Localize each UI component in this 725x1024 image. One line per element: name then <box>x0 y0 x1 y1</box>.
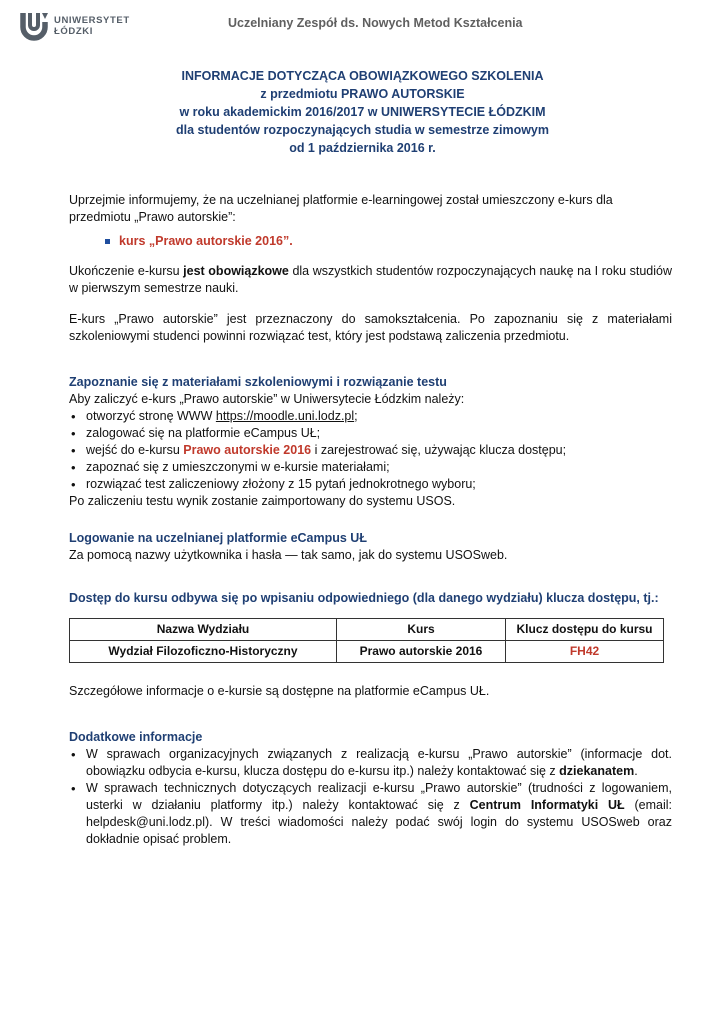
title-line: INFORMACJE DOTYCZĄCA OBOWIĄZKOWEGO SZKOLENIA <box>181 69 544 83</box>
list-item <box>69 746 672 780</box>
title-line: dla studentów rozpoczynających studia w semestrze zimowym <box>175 123 550 137</box>
list-item <box>69 442 672 459</box>
course-list <box>69 233 672 250</box>
access-heading-text: Dostęp do kursu odbywa się po wpisaniu odpowiedniego (dla danego wydziału) klucza dostępu, tj.: <box>69 591 659 605</box>
section-text: Za pomocą nazwy użytkownika i hasła — tak samo, jak do systemu USOSweb. <box>69 548 508 562</box>
table-header-row <box>70 619 664 641</box>
section-materials <box>69 374 672 510</box>
course-name-inline: Prawo autorskie 2016 <box>183 443 312 457</box>
table-header: Kurs <box>337 619 506 641</box>
section-heading: Dodatkowe informacje <box>69 730 203 744</box>
university-emblem-icon <box>20 10 48 42</box>
section-heading: Logowanie na uczelnianej platformie eCampus UŁ <box>69 531 367 545</box>
course-list-item <box>69 233 672 250</box>
course-name: kurs „Prawo autorskie 2016”. <box>119 234 293 248</box>
list-item: • zapoznać się z umieszczonymi w e-kursie materiałami; <box>69 459 672 476</box>
self-study-text: E-kurs „Prawo autorskie” jest przeznaczony do samokształcenia. Po zapoznaniu się z materiałami szkoleniowymi studenci powinni rozwiązać test, który jest podstawą zaliczenia przedmiotu. <box>69 312 672 343</box>
access-table-wrapper <box>69 618 672 663</box>
table-row <box>70 641 664 663</box>
intro-text: Uprzejmie informujemy, że na uczelnianej platformie e-learningowej został umieszczony e-kurs dla przedmiotu „Prawo autorskie”: <box>69 193 613 224</box>
table-cell-course: Prawo autorskie 2016 <box>337 641 506 663</box>
section-login <box>69 530 672 564</box>
item-text: W sprawach organizacyjnych związanych z realizacją e-kursu „Prawo autorskie” (informacje dot. obowiązku odbycia e-kursu, klucza dostępu do e-kursu itp.) należy kontaktować się z <box>86 747 672 778</box>
list-item: • zalogować się na platformie eCampus UŁ; <box>69 425 672 442</box>
header-unit-name: Uczelniany Zespół ds. Nowych Metod Kształcenia <box>228 16 523 30</box>
title-line: z przedmiotu PRAWO AUTORSKIE <box>260 87 465 101</box>
step-text: ; <box>354 409 358 423</box>
logo-line-2: ŁÓDZKI <box>54 26 93 37</box>
step-text: i zarejestrować się, używając klucza dostępu; <box>311 443 567 457</box>
step-text: otworzyć stronę WWW <box>86 409 216 423</box>
item-text: W sprawach technicznych dotyczących realizacji e-kursu „Prawo autorskie” (trudności z logowaniem, usterki w działaniu platformy itp.) należy kontaktować się z <box>86 781 672 812</box>
intro-paragraph <box>69 192 672 226</box>
section-heading: Zapoznanie się z materiałami szkoleniowymi i rozwiązanie testu <box>69 375 447 389</box>
mandatory-paragraph <box>69 263 672 297</box>
additional-list <box>69 746 672 848</box>
item-text: . <box>634 764 638 778</box>
details-paragraph <box>69 683 672 700</box>
table-header: Nazwa Wydziału <box>70 619 337 641</box>
details-text: Szczegółowe informacje o e-kursie są dostępne na platformie eCampus UŁ. <box>69 684 490 698</box>
university-logo <box>20 10 130 42</box>
table-cell-faculty: Wydział Filozoficzno-Historyczny <box>70 641 337 663</box>
access-table <box>69 618 664 663</box>
section-closing: Po zaliczeniu testu wynik zostanie zaimportowany do systemu USOS. <box>69 494 456 508</box>
self-study-paragraph <box>69 311 672 345</box>
table-cell-access-key: FH42 <box>506 641 664 663</box>
mandatory-post: dla wszystkich studentów rozpoczynających naukę na I roku studiów w pierwszym semestrze nauki. <box>69 264 672 295</box>
moodle-link[interactable]: https://moodle.uni.lodz.pl <box>215 409 355 423</box>
document-title <box>0 67 725 157</box>
table-header: Klucz dostępu do kursu <box>506 619 664 641</box>
list-item <box>69 780 672 848</box>
section-lead: Aby zaliczyć e-kurs „Prawo autorskie” w Uniwersytecie Łódzkim należy: <box>69 392 465 406</box>
item-bold: Centrum Informatyki UŁ <box>469 798 625 812</box>
access-heading <box>69 590 672 607</box>
section-additional <box>69 729 672 848</box>
logo-line-1: UNIWERSYTET <box>54 15 130 26</box>
mandatory-pre: Ukończenie e-kursu <box>69 264 184 278</box>
step-text: wejść do e-kursu <box>86 443 184 457</box>
item-text: (email: helpdesk@uni.lodz.pl). W treści wiadomości należy podać swój login do systemu USOSweb oraz dokładnie opisać problem. <box>86 798 672 846</box>
list-item: • rozwiązać test zaliczeniowy złożony z 15 pytań jednokrotnego wyboru; <box>69 476 672 493</box>
steps-list <box>69 408 672 493</box>
title-line: w roku akademickim 2016/2017 w UNIWERSYTECIE ŁÓDZKIM <box>179 105 546 119</box>
list-item <box>69 408 672 425</box>
item-bold: dziekanatem <box>559 764 635 778</box>
mandatory-bold: jest obowiązkowe <box>183 264 289 278</box>
logo-text <box>54 15 130 37</box>
title-line: od 1 października 2016 r. <box>289 141 436 155</box>
